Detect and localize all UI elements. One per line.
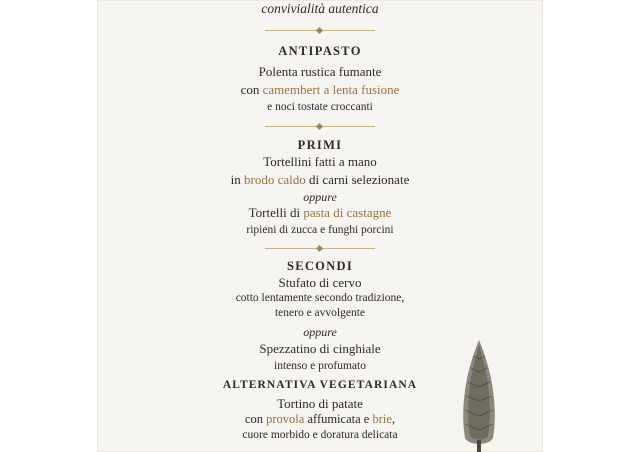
primi-line-1: Tortellini fatti a mano: [263, 154, 377, 169]
secondi-line-5: Spezzatino di cinghiale: [259, 341, 381, 356]
vegetariana-line-1: Tortino di patate: [277, 396, 363, 411]
secondi-line-2: cotto lentamente secondo tradizione,: [235, 292, 405, 304]
secondi-line-6: intenso e profumato: [274, 360, 366, 372]
primi-line-4: Tortelli di pasta di castagne: [248, 205, 392, 220]
section-heading-vegetariana: ALTERNATIVA VEGETARIANA: [222, 379, 418, 391]
section-heading-primi: PRIMI: [297, 138, 343, 152]
primi-oppure: oppure: [303, 190, 337, 204]
section-heading-antipasto: ANTIPASTO: [278, 44, 362, 58]
antipasto-line-2: con camembert a lenta fusione: [240, 82, 400, 97]
section-heading-secondi: SECONDI: [286, 259, 354, 273]
primi-line-2: in brodo caldo di carni selezionate: [230, 172, 410, 187]
divider: [265, 126, 375, 127]
antipasto-line-1: Polenta rustica fumante: [258, 64, 382, 79]
primi-line-5: ripieni di zucca e funghi porcini: [246, 224, 394, 236]
divider: [265, 30, 375, 31]
menu-card: [97, 0, 543, 452]
vegetariana-line-3: cuore morbido e doratura delicata: [242, 429, 398, 441]
secondi-oppure: oppure: [303, 325, 337, 339]
divider: [265, 248, 375, 249]
secondi-line-3: tenero e avvolgente: [274, 307, 366, 319]
vegetariana-line-2: con provola affumicata e brie,: [244, 412, 396, 426]
antipasto-line-3: e noci tostate croccanti: [267, 101, 373, 113]
secondi-line-1: Stufato di cervo: [278, 275, 362, 290]
cypress-tree-illustration: [453, 338, 505, 452]
tagline: convivialità autentica: [261, 1, 379, 16]
